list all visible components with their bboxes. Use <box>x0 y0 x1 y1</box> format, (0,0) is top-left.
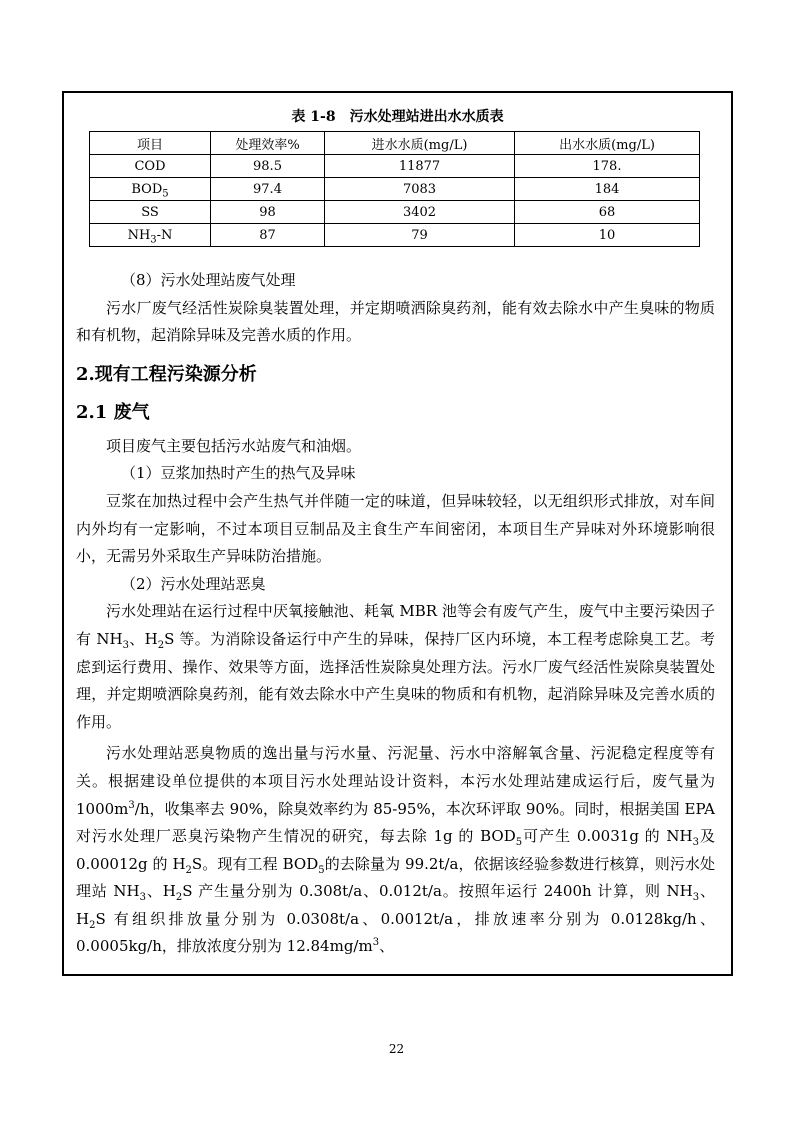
table-row <box>90 178 700 201</box>
sub-heading: 2.1 废气 <box>76 401 150 423</box>
cell-efficiency: 98.5 <box>211 155 325 178</box>
cell-item: SS <box>90 201 211 224</box>
section-2-paragraph-1: 污水处理站在运行过程中厌氧接触池、耗氧 MBR 池等会有废气产生，废气中主要污染因子有 $NH_3$、$H_2S$ 等。为消除设备运行中产生的异味，保持厂区内环境，本工程考虑除臭工艺。考虑到运行费用、操作、效果等方面，选择活性炭除臭处理方法。污水厂废气经活性炭除臭装置处理，并定期喷洒除臭药剂，能有效去除水中产生臭味的物质和有机物，起消除异味及完善水质的作用。 <box>76 602 715 731</box>
cell-outflow: 184 <box>515 178 700 201</box>
main-heading: 2.现有工程污染源分析 <box>76 363 257 385</box>
header-inflow: 进水水质(mg/L) <box>325 132 515 155</box>
cell-outflow: 178. <box>515 155 700 178</box>
section-1-paragraph: 豆浆在加热过程中会产生热气并伴随一定的味道，但异味较轻，以无组织形式排放，对车间内外均有一定影响，不过本项目豆制品及主食生产车间密闭，本项目生产异味对外环境影响很小，无需另外采取生产异味防治措施。 <box>76 491 715 566</box>
table-row <box>90 224 700 247</box>
cell-efficiency: 97.4 <box>211 178 325 201</box>
cell-outflow: 68 <box>515 201 700 224</box>
table-row <box>90 155 700 178</box>
section-8-paragraph: 污水厂废气经活性炭除臭装置处理，并定期喷洒除臭药剂，能有效去除水中产生臭味的物质和有机物，起消除异味及完善水质的作用。 <box>76 298 715 345</box>
water-quality-table <box>89 131 700 247</box>
cell-efficiency: 87 <box>211 224 325 247</box>
cell-item: $NH_3-N$ <box>90 224 211 247</box>
body-text <box>64 267 731 961</box>
header-item: 项目 <box>90 132 211 155</box>
cell-efficiency: 98 <box>211 201 325 224</box>
content-frame <box>62 91 733 976</box>
cell-inflow: 11877 <box>325 155 515 178</box>
page-number: 22 <box>388 1042 405 1056</box>
table-header-row <box>90 132 700 155</box>
cell-inflow: 79 <box>325 224 515 247</box>
cell-item: $BOD_5$ <box>90 178 211 201</box>
section-8-heading: （8）污水处理站废气处理 <box>121 271 296 289</box>
cell-inflow: 3402 <box>325 201 515 224</box>
cell-outflow: 10 <box>515 224 700 247</box>
header-outflow: 出水水质(mg/L) <box>515 132 700 155</box>
table-row <box>90 201 700 224</box>
section-2-paragraph-2: 污水处理站恶臭物质的逸出量与污水量、污泥量、污水中溶解氧含量、污泥稳定程度等有关。根据建设单位提供的本项目污水处理站设计资料，本污水处理站建成运行后，废气量为 $1000m^3/h$，收集率去 90%，除臭效率约为 85-95%，本次环评取 90%。同时，根据美国 EPA 对污水处理厂恶臭污染物产生情况的研究，每去除 1g 的 $BOD_5$可产生 0.0031g 的 $NH_3$及 0.00012g 的 $H_2S$。现有工程 $BOD_5$的去除量为 99.2t/a，依据该经验参数进行核算，则污水处理站 $NH_3$、$H_2S$ 产生量分别为 0.308t/a、0.012t/a。按照年运行 2400h 计算，则 $NH_3$、$H_2S$ 有组织排放量分别为 0.0308t/a、0.0012t/a，排放速率分别为 0.0128kg/h、0.0005kg/h，排放浓度分别为 $12.84mg/m^3$、 <box>76 744 716 956</box>
section-1-heading: （1）豆浆加热时产生的热气及异味 <box>121 464 356 483</box>
cell-inflow: 7083 <box>325 178 515 201</box>
intro-paragraph: 项目废气主要包括污水站废气和油烟。 <box>106 436 362 455</box>
cell-item: COD <box>90 155 211 178</box>
section-2-heading: （2）污水处理站恶臭 <box>121 574 266 593</box>
table-caption: 表 1-8 污水处理站进出水水质表 <box>291 109 504 125</box>
header-efficiency: 处理效率% <box>211 132 325 155</box>
